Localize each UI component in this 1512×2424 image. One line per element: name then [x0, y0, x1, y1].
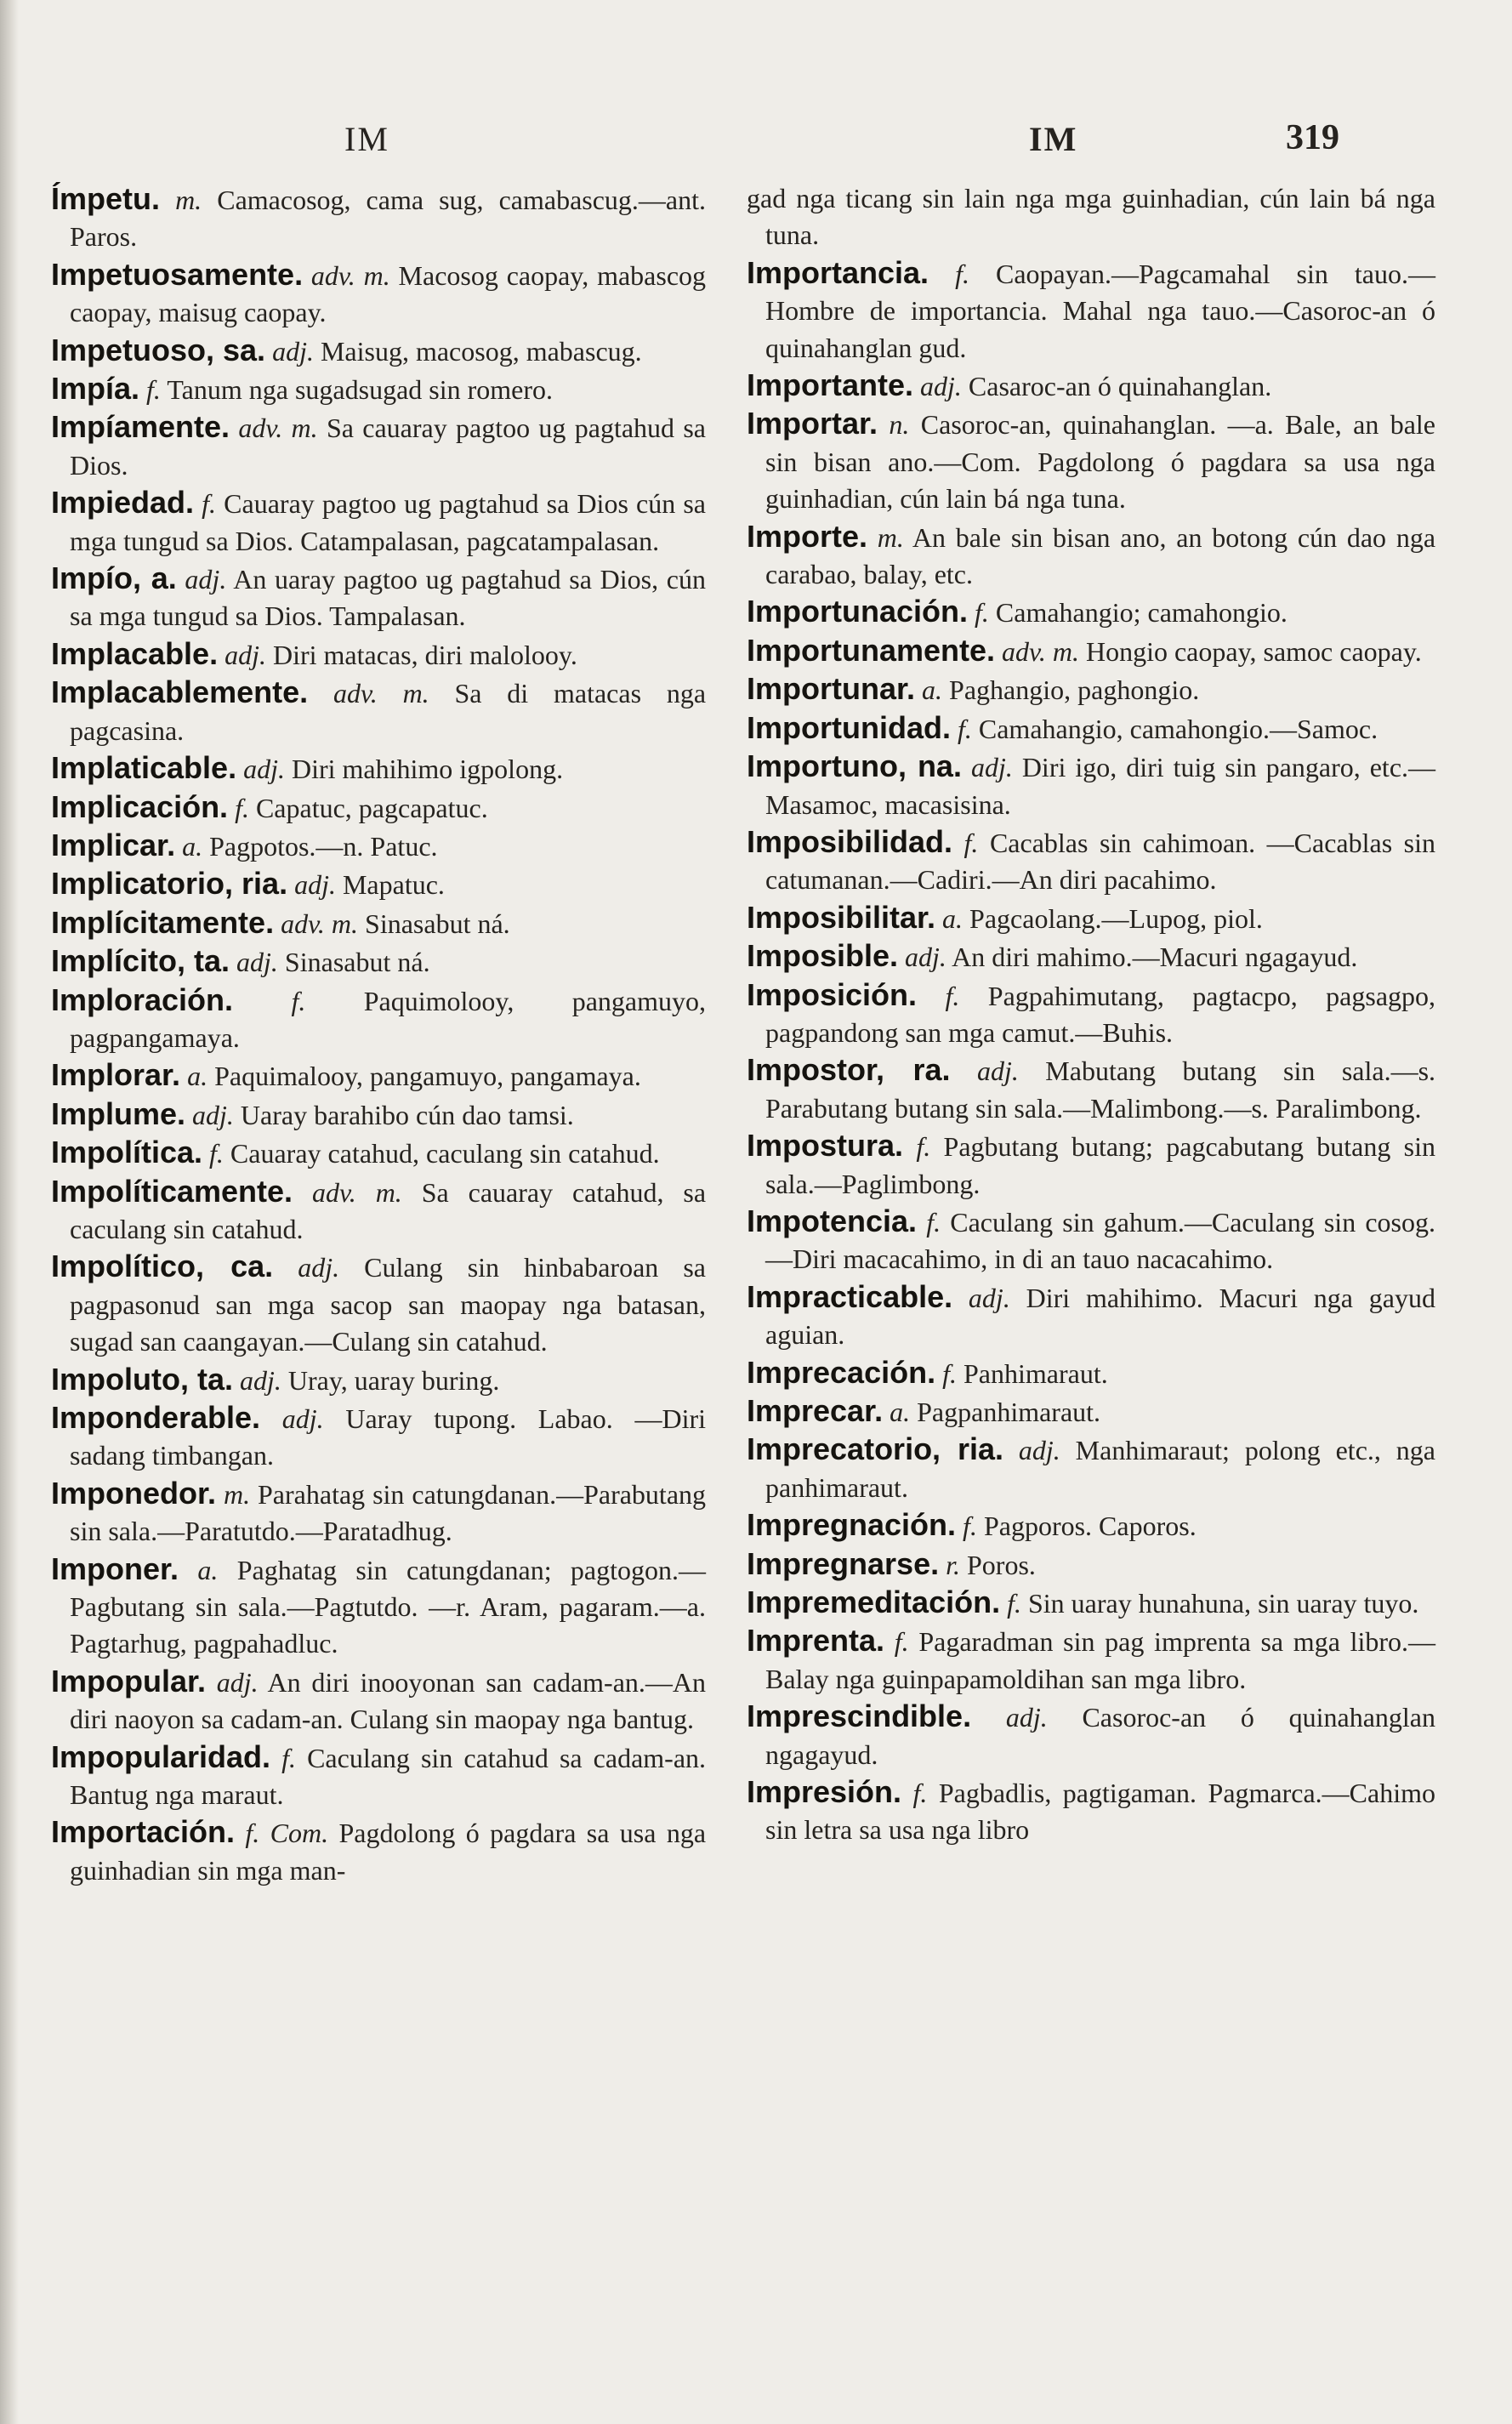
entry-part-of-speech: a.: [197, 1554, 219, 1585]
entry-part-of-speech: a.: [187, 1061, 208, 1092]
dictionary-entry: [747, 1545, 1435, 1584]
entry-headword: Impetuoso, sa.: [51, 332, 266, 367]
entry-definition: Diri matacas, diri malolooy.: [272, 639, 577, 670]
dictionary-entry: [747, 1392, 1435, 1431]
entry-definition: Paquimolooy, pangamuyo, pagpangamaya.: [70, 985, 707, 1053]
entry-part-of-speech: adv. m.: [311, 1176, 402, 1208]
dictionary-entry: [51, 1551, 706, 1663]
dictionary-entry: [747, 593, 1435, 631]
entry-headword: Importuno, na.: [747, 748, 962, 784]
entry-headword: Impoluto, ta.: [51, 1361, 233, 1397]
entry-definition: Camahangio; camahongio.: [995, 597, 1287, 629]
entry-part-of-speech: adj.: [920, 371, 962, 402]
entry-definition: Parahatag sin catungdanan.—Parabutang sin sala.—Paratutdo.—Paratadhug.: [70, 1478, 707, 1547]
dictionary-entry: [51, 1738, 706, 1814]
entry-headword: Impostor, ra.: [747, 1052, 951, 1088]
entry-definition: Pagaradman sin pag imprenta sa mga libro.—Balay nga guinpapamoldihan san mga libro.: [765, 1626, 1436, 1694]
entry-part-of-speech: adj.: [970, 752, 1013, 783]
right-column: [747, 180, 1435, 1849]
dictionary-entry: [51, 1475, 706, 1551]
entry-headword: Impresión.: [747, 1774, 902, 1810]
entry-definition: Pagpanhimaraut.: [917, 1397, 1101, 1427]
entry-headword: Impregnarse.: [747, 1545, 940, 1581]
entry-definition: gad nga ticang sin lain nga mga guinhadian, cún lain bá nga tuna.: [747, 183, 1435, 251]
entry-definition: Panhimaraut.: [963, 1357, 1108, 1389]
left-column: [51, 180, 706, 1889]
entry-part-of-speech: adj.: [243, 754, 285, 785]
entry-part-of-speech: f.: [235, 792, 249, 823]
entry-definition: Pagpahimutang, pagtacpo, pagsagpo, pagpandong san mga camut.—Buhis.: [765, 980, 1436, 1048]
entry-definition: Pagporos. Caporos.: [983, 1511, 1197, 1542]
entry-part-of-speech: adj.: [272, 335, 314, 367]
entry-part-of-speech: adj.: [294, 869, 336, 901]
entry-part-of-speech: f.: [957, 713, 972, 744]
entry-headword: Implícitamente.: [51, 904, 275, 940]
entry-headword: Implaticable.: [51, 750, 237, 786]
entry-definition: Hongio caopay, samoc caopay.: [1085, 635, 1422, 667]
entry-headword: Imposibilitar.: [747, 899, 936, 935]
entry-headword: Impracticable.: [747, 1278, 953, 1314]
entry-part-of-speech: adv. m.: [238, 413, 318, 444]
dictionary-entry: [747, 367, 1435, 405]
entry-headword: Imponderable.: [51, 1400, 261, 1435]
entry-definition: Casoroc-an ó quinahanglan ngagayud.: [765, 1702, 1436, 1770]
entry-headword: Implume.: [51, 1095, 186, 1131]
entry-definition: Pagpotos.—n. Patuc.: [209, 830, 438, 862]
dictionary-entry: [747, 1584, 1435, 1622]
entry-headword: Impío, a.: [51, 560, 177, 596]
entry-part-of-speech: f. Com.: [245, 1818, 329, 1849]
entry-headword: Ímpetu.: [51, 181, 161, 216]
entry-definition: Pagbadlis, pagtigaman. Pagmarca.—Cahimo sin letra sa usa nga libro: [765, 1778, 1436, 1846]
dictionary-entry: [51, 1056, 706, 1095]
dictionary-entry: [51, 635, 706, 674]
entry-definition: Pagbutang butang; pagcabutang butang sin sala.—Paglimbong.: [765, 1131, 1436, 1199]
dictionary-entry: [747, 180, 1435, 254]
entry-headword: Impolíticamente.: [51, 1173, 293, 1209]
entry-headword: Importunidad.: [747, 709, 951, 745]
entry-definition: Diri mahihimo. Macuri nga gayud aguian.: [765, 1282, 1435, 1351]
dictionary-entry: [51, 904, 706, 942]
dictionary-entry: [747, 899, 1435, 937]
entry-definition: Uaray tupong. Labao. —Diri sadang timbangan.: [70, 1403, 707, 1471]
entry-part-of-speech: n.: [889, 409, 910, 441]
dictionary-entry: [51, 180, 706, 256]
entry-definition: Camahangio, camahongio.—Samoc.: [978, 713, 1378, 744]
entry-definition: Pagcaolang.—Lupog, piol.: [969, 902, 1263, 934]
entry-headword: Imprenta.: [747, 1623, 885, 1659]
entry-headword: Impregnación.: [747, 1507, 957, 1543]
dictionary-entry: [747, 1773, 1435, 1849]
entry-definition: Uaray barahibo cún dao tamsi.: [240, 1099, 574, 1130]
dictionary-entry: [51, 1361, 706, 1399]
entry-headword: Implícito, ta.: [51, 943, 230, 979]
entry-definition: Paghangio, paghongio.: [949, 674, 1200, 706]
entry-part-of-speech: adj.: [298, 1252, 340, 1283]
entry-definition: Diri igo, diri tuig sin pangaro, etc.—Masamoc, macasisina.: [765, 752, 1436, 820]
entry-definition: Casoroc-an, quinahanglan. —a. Bale, an bale sin bisan ano.—Com. Pagdolong ó pagdara sa usa nga guinhadian, cún lain bá nga tuna.: [765, 409, 1436, 515]
entry-part-of-speech: a.: [890, 1397, 911, 1427]
dictionary-entry: [747, 1203, 1435, 1278]
dictionary-entry: [747, 1127, 1435, 1203]
entry-part-of-speech: a.: [942, 902, 963, 934]
dictionary-entry: [51, 865, 706, 903]
dictionary-entry: [747, 976, 1435, 1052]
entry-headword: Implicatorio, ria.: [51, 866, 288, 902]
entry-headword: Impiedad.: [51, 485, 195, 521]
entry-headword: Imprecación.: [747, 1354, 936, 1390]
dictionary-entry: [747, 518, 1435, 594]
entry-definition: An uaray pagtoo ug pagtahud sa Dios, cún sa mga tungud sa Dios. Tampalasan.: [70, 564, 707, 632]
entry-headword: Impolítica.: [51, 1135, 203, 1170]
entry-part-of-speech: f.: [291, 985, 306, 1016]
entry-definition: Pagdolong ó pagdara sa usa nga guinhadian sin mga man-: [70, 1818, 707, 1886]
entry-headword: Importunar.: [747, 671, 916, 707]
entry-headword: Implacable.: [51, 635, 219, 671]
dictionary-entry: [747, 632, 1435, 670]
dictionary-entry: [747, 1506, 1435, 1545]
entry-part-of-speech: adv. m.: [310, 259, 390, 291]
entry-definition: Sinasabut ná.: [365, 908, 510, 939]
entry-definition: Caopayan.—Pagcamahal sin tauo.—Hombre de importancia. Mahal nga tauo.—Casoroc-an ó quinahanglan gud.: [765, 258, 1435, 363]
entry-definition: An bale sin bisan ano, an botong cún dao nga carabao, balay, etc.: [765, 521, 1436, 590]
entry-headword: Imploración.: [51, 982, 234, 1017]
entry-definition: Cacablas sin cahimoan. —Cacablas sin catumanan.—Cadiri.—An diri pacahimo.: [765, 827, 1436, 896]
entry-part-of-speech: f.: [975, 597, 989, 629]
entry-headword: Implacablemente.: [51, 674, 309, 710]
entry-part-of-speech: f.: [202, 488, 217, 520]
entry-part-of-speech: adj.: [281, 1403, 324, 1434]
dictionary-entry: [747, 670, 1435, 708]
dictionary-entry: [747, 1278, 1435, 1354]
entry-definition: Tanum nga sugadsugad sin romero.: [167, 374, 554, 406]
dictionary-entry: [51, 332, 706, 370]
entry-headword: Imprecar.: [747, 1393, 884, 1428]
entry-definition: Macosog caopay, mabascog caopay, maisug caopay.: [70, 259, 707, 328]
entry-definition: Mapatuc.: [342, 869, 445, 901]
entry-headword: Imprecatorio, ria.: [747, 1431, 1003, 1467]
entry-definition: Cauaray pagtoo ug pagtahud sa Dios cún sa mga tungud sa Dios. Catampalasan, pagcatampalasan.: [70, 488, 707, 556]
dictionary-entry: [51, 1134, 706, 1172]
entry-headword: Impremeditación.: [747, 1585, 1001, 1620]
dictionary-entry: [51, 1095, 706, 1134]
entry-definition: Diri mahihimo igpolong.: [291, 754, 564, 785]
entry-part-of-speech: adj.: [225, 639, 266, 670]
entry-headword: Importe.: [747, 518, 868, 554]
entry-definition: Maisug, macosog, mabascug.: [320, 335, 642, 367]
dictionary-entry: [51, 749, 706, 788]
dictionary-entry: [51, 1399, 706, 1475]
entry-definition: Uray, uaray buring.: [287, 1364, 500, 1396]
entry-part-of-speech: f.: [926, 1206, 941, 1238]
dictionary-entry: [51, 788, 706, 827]
entry-headword: Impíamente.: [51, 409, 230, 445]
entry-part-of-speech: f.: [963, 1511, 977, 1542]
entry-headword: Impotencia.: [747, 1203, 918, 1238]
entry-definition: Poros.: [967, 1549, 1036, 1580]
entry-part-of-speech: a.: [922, 674, 943, 706]
entry-definition: An diri inooyonan san cadam-an.—An diri naoyon sa cadam-an. Culang sin maopay nga bantug.: [70, 1666, 707, 1735]
entry-definition: Manhimaraut; polong etc., nga panhimaraut.: [765, 1435, 1435, 1503]
entry-part-of-speech: m.: [877, 521, 904, 553]
entry-headword: Implicar.: [51, 827, 176, 862]
entry-headword: Importunamente.: [747, 632, 996, 668]
entry-part-of-speech: adj.: [236, 947, 278, 978]
entry-headword: Implicación.: [51, 788, 229, 824]
dictionary-entry: [747, 823, 1435, 899]
entry-headword: Importar.: [747, 406, 878, 441]
dictionary-entry: [747, 937, 1435, 976]
entry-definition: Casaroc-an ó quinahanglan.: [968, 371, 1272, 402]
entry-definition: Paquimalooy, pangamuyo, pangamaya.: [214, 1061, 641, 1092]
entry-part-of-speech: f.: [894, 1626, 909, 1658]
entry-part-of-speech: adj.: [968, 1282, 1010, 1313]
entry-part-of-speech: f.: [963, 827, 979, 858]
right-running-header: IM: [1029, 120, 1078, 158]
entry-definition: Sin uaray hunahuna, sin uaray tuyo.: [1027, 1588, 1419, 1619]
page-number: 319: [1286, 118, 1339, 157]
entry-headword: Imposición.: [747, 976, 918, 1012]
dictionary-entry: [747, 1051, 1435, 1127]
dictionary-entry: [747, 1354, 1435, 1392]
entry-headword: Importante.: [747, 367, 914, 403]
dictionary-entry: [747, 1698, 1435, 1773]
dictionary-entry: [747, 254, 1435, 367]
dictionary-entry: [51, 560, 706, 635]
entry-part-of-speech: a.: [182, 830, 203, 862]
entry-definition: Sa di matacas nga pagcasina.: [70, 678, 707, 746]
entry-definition: An diri mahimo.—Macuri ngagayud.: [952, 942, 1358, 973]
entry-part-of-speech: m.: [223, 1478, 251, 1510]
entry-part-of-speech: adj.: [1005, 1702, 1048, 1733]
entry-part-of-speech: f.: [1007, 1588, 1021, 1619]
entry-definition: Paghatag sin catungdanan; pagtogon.—Pagbutang sin sala.—Pagtutdo. —r. Aram, pagaram.—a. Pagtarhug, pagpahadluc.: [70, 1554, 706, 1659]
entry-part-of-speech: adj.: [1018, 1435, 1060, 1466]
entry-headword: Importancia.: [747, 254, 929, 290]
entry-headword: Imposible.: [747, 938, 899, 974]
entry-part-of-speech: f.: [942, 1357, 957, 1389]
entry-part-of-speech: f.: [281, 1742, 296, 1773]
dictionary-entry: [51, 1813, 706, 1889]
dictionary-entry: [747, 1622, 1435, 1698]
entry-definition: Sinasabut ná.: [284, 947, 430, 978]
dictionary-entry: [51, 1248, 706, 1360]
page-gutter-shadow: [0, 0, 19, 2424]
entry-part-of-speech: adj.: [216, 1666, 259, 1698]
entry-part-of-speech: f.: [146, 374, 161, 406]
entry-definition: Capatuc, pagcapatuc.: [255, 792, 488, 823]
entry-part-of-speech: r.: [946, 1549, 960, 1580]
entry-part-of-speech: f.: [912, 1778, 928, 1809]
dictionary-entry: [51, 256, 706, 332]
entry-headword: Implorar.: [51, 1057, 181, 1093]
entry-part-of-speech: adv. m.: [333, 678, 429, 709]
entry-definition: Caculang sin gahum.—Caculang sin cosog.—Diri macacahimo, in di an tauo nacacahimo.: [765, 1206, 1435, 1275]
entry-headword: Importación.: [51, 1814, 236, 1850]
entry-part-of-speech: adj.: [905, 942, 946, 973]
entry-headword: Impopularidad.: [51, 1738, 271, 1774]
dictionary-entry: [51, 1173, 706, 1249]
entry-part-of-speech: f.: [209, 1138, 224, 1169]
entry-part-of-speech: f.: [945, 980, 960, 1011]
dictionary-entry: [747, 405, 1435, 517]
entry-headword: Impopular.: [51, 1663, 207, 1699]
entry-part-of-speech: adj.: [239, 1364, 281, 1396]
entry-definition: Camacosog, cama sug, camabascug.—ant. Paros.: [70, 185, 707, 253]
entry-definition: Culang sin hinbabaroan sa pagpasonud san mga sacop san maopay nga batasan, sugad san caangayan.—Culang sin catahud.: [70, 1252, 706, 1357]
dictionary-entry: [747, 1431, 1435, 1506]
dictionary-entry: [51, 942, 706, 981]
dictionary-entry: [51, 370, 706, 408]
entry-headword: Impolítico, ca.: [51, 1249, 274, 1284]
entry-headword: Imposibilidad.: [747, 823, 953, 859]
dictionary-entry: [51, 1663, 706, 1738]
entry-headword: Imprescindible.: [747, 1699, 972, 1734]
entry-part-of-speech: adj.: [976, 1056, 1019, 1087]
entry-headword: Impía.: [51, 371, 140, 407]
entry-headword: Impetuosamente.: [51, 256, 304, 292]
entry-definition: Sa cauaray pagtoo ug pagtahud sa Dios.: [70, 413, 707, 481]
dictionary-entry: [747, 709, 1435, 748]
entry-part-of-speech: adv. m.: [281, 908, 359, 939]
entry-definition: Caculang sin catahud sa cadam-an. Bantug nga maraut.: [70, 1742, 707, 1811]
dictionary-entry: [51, 674, 706, 749]
entry-headword: Imponedor.: [51, 1475, 217, 1511]
entry-part-of-speech: adj.: [192, 1099, 234, 1130]
entry-part-of-speech: f.: [955, 258, 969, 289]
dictionary-entry: [51, 982, 706, 1057]
entry-headword: Importunación.: [747, 594, 968, 629]
entry-headword: Imponer.: [51, 1551, 179, 1586]
entry-definition: Cauaray catahud, caculang sin catahud.: [230, 1138, 660, 1169]
entry-part-of-speech: m.: [175, 185, 202, 215]
entry-part-of-speech: f.: [916, 1131, 931, 1163]
entry-part-of-speech: adj.: [185, 564, 227, 595]
dictionary-entry: [51, 484, 706, 560]
left-running-header: IM: [344, 120, 389, 158]
dictionary-entry: [51, 408, 706, 484]
dictionary-entry: [747, 748, 1435, 823]
entry-headword: Impostura.: [747, 1128, 904, 1164]
entry-definition: Sa cauaray catahud, sa caculang sin catahud.: [70, 1176, 707, 1244]
entry-part-of-speech: adv. m.: [1002, 635, 1079, 667]
entry-definition: Mabutang butang sin sala.—s. Parabutang butang sin sala.—Malimbong.—s. Paralimbong.: [765, 1056, 1436, 1124]
dictionary-entry: [51, 827, 706, 865]
